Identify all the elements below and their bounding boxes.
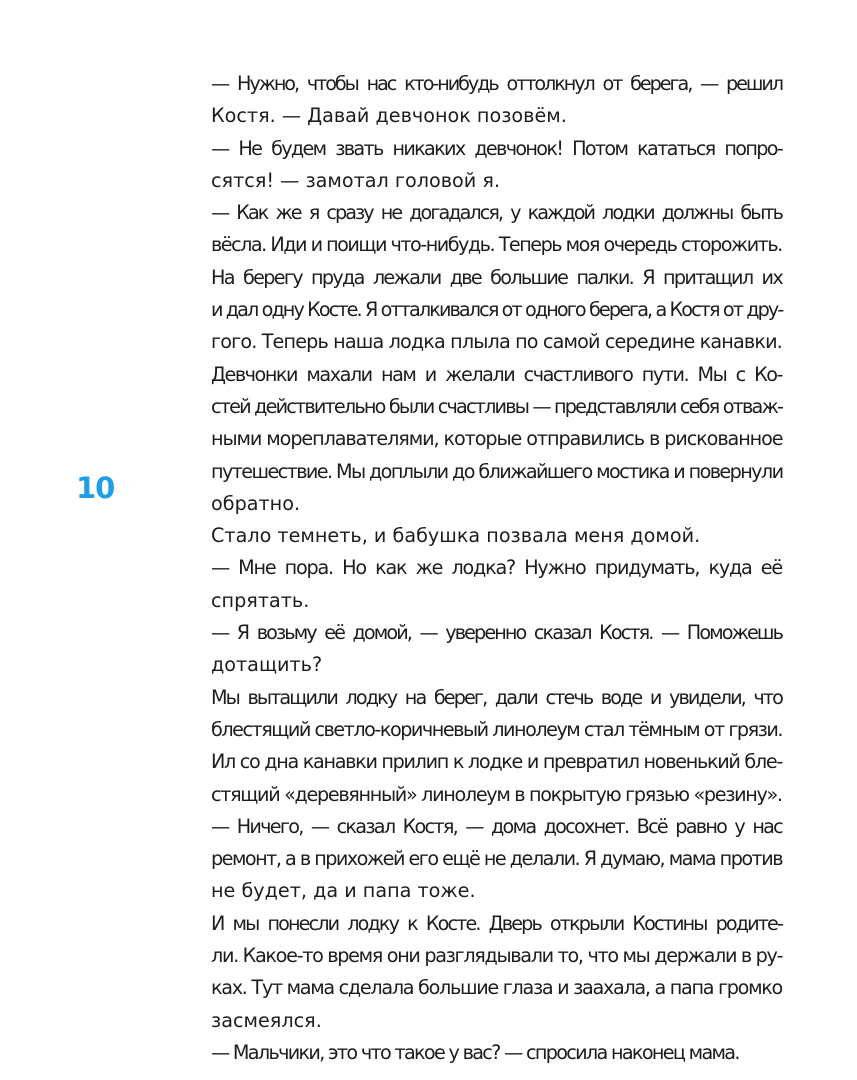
text-line: ли. Какое-то время они разглядывали то, что мы держали в ру- [211,944,783,968]
text-line: — Не будем звать никаких девчонок! Потом кататься попро- [211,136,782,160]
paragraph [168,133,782,198]
text-line: стящий «деревянный» линолеум в покрытую грязью «резину». [211,782,782,806]
text-line: Костя. — Давай девчонок позовём. [211,104,567,128]
paragraph [168,908,782,1037]
paragraph [168,617,782,682]
text-line: На берегу пруда лежали две большие палки. Я притащил их [211,265,782,289]
text-line: — Мальчики, это что такое у вас? — спросила наконец мама. [211,1040,739,1064]
paragraph [168,197,782,262]
text-line: — Ничего, — сказал Костя, — дома досохнет. Всё равно у нас [211,814,782,838]
text-line: Мы вытащили лодку на берег, дали стечь воде и увидели, что [211,685,782,709]
text-line: — Нужно, чтобы нас кто-нибудь оттолкнул от берега, — решил [211,72,782,95]
paragraph [168,68,782,133]
text-line: засмеялся. [211,1008,322,1032]
page-number: 10 [76,471,115,505]
text-line: ках. Тут мама сделала большие глаза и заахала, а папа громко [211,976,782,1000]
text-line: сятся! — замотал головой я. [211,168,500,192]
text-line: обратно. [211,491,301,515]
paragraph [168,682,782,811]
text-line: гого. Теперь наша лодка плыла по самой середине канавки. [211,330,782,354]
paragraph [168,552,782,617]
text-line: блестящий светло-коричневый линолеум стал тёмным от грязи. [211,717,782,741]
text-line: спрятать. [211,588,310,612]
story-text [168,68,782,1069]
paragraph [168,811,782,908]
text-line: Стало темнеть, и бабушка позвала меня домой. [211,524,701,548]
paragraph [168,262,782,359]
text-line: ными мореплавателями, которые отправились в рискованное [211,427,783,451]
text-line: Ил со дна канавки прилип к лодке и превратил новенький бле- [211,750,782,774]
text-line: Девчонки махали нам и желали счастливого пути. Мы с Ко- [211,362,782,386]
paragraph [168,359,782,520]
text-line: путешествие. Мы доплыли до ближайшего мостика и повернули [211,459,783,483]
paragraph [168,1037,782,1069]
paragraph [168,520,782,552]
text-line: стей действительно были счастливы — представляли себя отваж- [211,394,783,418]
text-line: дотащить? [211,653,323,677]
text-line: и дал одну Косте. Я отталкивался от одного берега, а Костя от дру- [211,298,783,322]
text-line: вёсла. Иди и поищи что-нибудь. Теперь моя очередь сторожить. [211,233,782,257]
text-line: — Мне пора. Но как же лодка? Нужно придумать, куда её [211,556,782,580]
text-line: — Я возьму её домой, — уверенно сказал Костя. — Поможешь [211,621,782,645]
text-line: ремонт, а в прихожей его ещё не делали. Я думаю, мама против [211,847,782,871]
text-line: И мы понесли лодку к Косте. Дверь открыли Костины родите- [211,911,782,935]
text-line: не будет, да и папа тоже. [211,879,476,903]
text-line: — Как же я сразу не догадался, у каждой лодки должны быть [211,201,782,225]
